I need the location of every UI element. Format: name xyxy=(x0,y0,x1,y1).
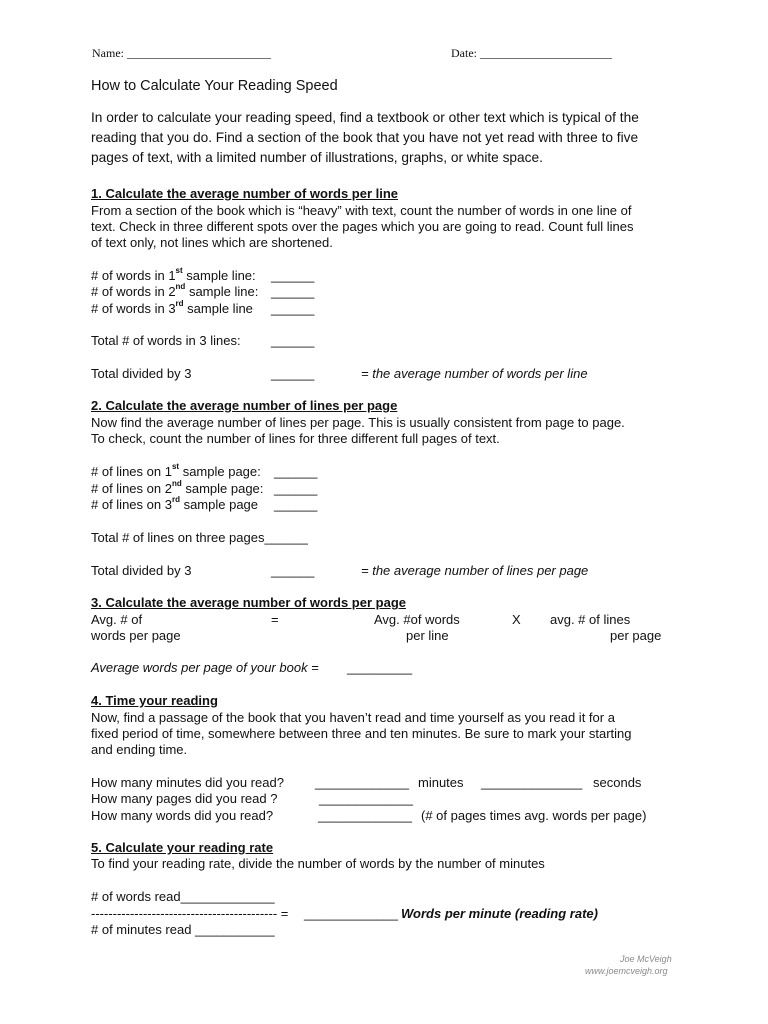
minutes-blank[interactable]: _____________ xyxy=(315,775,409,790)
intro-line-3: pages of text, with a limited number of illustrations, graphs, or white space. xyxy=(91,150,543,165)
sample-line-2-blank[interactable]: ______ xyxy=(271,284,315,299)
minutes-read-field[interactable]: # of minutes read ___________ xyxy=(91,922,275,937)
sample-page-2-label: # of lines on 2nd sample page: xyxy=(91,479,264,496)
section1-body-1: From a section of the book which is “heavy” with text, count the number of words in one line of xyxy=(91,203,632,218)
avg-words-per-line-label-1: Avg. #of words xyxy=(374,612,460,627)
intro-line-1: In order to calculate your reading speed, find a textbook or other text which is typical of the xyxy=(91,110,639,125)
section4-body-2: fixed period of time, somewhere between three and ten minutes. Be sure to mark your starting xyxy=(91,726,632,741)
intro-line-2: reading that you do. Find a section of the book that you have not yet read with three to five xyxy=(91,130,639,145)
sample-line-1-blank[interactable]: ______ xyxy=(271,268,315,283)
section2-body-2: To check, count the number of lines for three different full pages of text. xyxy=(91,431,500,446)
pages-question: How many pages did you read ? xyxy=(91,791,278,806)
sample-line-3-label: # of words in 3rd sample line xyxy=(91,299,253,316)
words-divided-label: Total divided by 3 xyxy=(91,366,192,381)
avg-lines-label-1: avg. # of lines xyxy=(550,612,631,627)
sample-page-1-blank[interactable]: ______ xyxy=(274,464,318,479)
section2-body-1: Now find the average number of lines per page. This is usually consistent from page to page. xyxy=(91,415,625,430)
rate-label: Words per minute (reading rate) xyxy=(401,906,598,921)
section4-body-3: and ending time. xyxy=(91,742,188,757)
rate-blank[interactable]: _____________ xyxy=(304,906,398,921)
section4-body-1: Now, find a passage of the book that you haven’t read and time yourself as you read it for a xyxy=(91,710,615,725)
minutes-question: How many minutes did you read? xyxy=(91,775,284,790)
lines-divided-blank[interactable]: ______ xyxy=(271,563,315,578)
section1-heading: 1. Calculate the average number of words per line xyxy=(91,186,399,201)
seconds-label: seconds xyxy=(593,775,642,790)
lines-divided-label: Total divided by 3 xyxy=(91,563,192,578)
sample-line-3-blank[interactable]: ______ xyxy=(271,301,315,316)
lines-total-label[interactable]: Total # of lines on three pages______ xyxy=(91,530,308,545)
times-sign: X xyxy=(512,612,521,627)
section4-heading: 4. Time your reading xyxy=(91,693,218,708)
sample-page-3-blank[interactable]: ______ xyxy=(274,497,318,512)
section3-heading: 3. Calculate the average number of words per page xyxy=(91,595,406,610)
words-question: How many words did you read? xyxy=(91,808,274,823)
lines-per-page-result: = the average number of lines per page xyxy=(361,563,589,578)
words-divided-blank[interactable]: ______ xyxy=(271,366,315,381)
sample-line-2-label: # of words in 2nd sample line: xyxy=(91,282,259,299)
section1-body-3: of text only, not lines which are shortened. xyxy=(91,235,333,250)
fraction-divider: ------------------------------------------- = xyxy=(91,906,289,921)
words-per-line-result: = the average number of words per line xyxy=(361,366,588,381)
avg-words-label-2: words per page xyxy=(91,628,181,643)
minutes-label: minutes xyxy=(418,775,464,790)
sample-page-3-label: # of lines on 3rd sample page xyxy=(91,495,259,512)
avg-lines-label-2: per page xyxy=(610,628,662,643)
sample-page-1-label: # of lines on 1st sample page: xyxy=(91,462,261,479)
name-field[interactable]: Name: ________________________ xyxy=(92,46,271,60)
author-website[interactable]: www.joemcveigh.org xyxy=(585,966,668,976)
equals-sign: = xyxy=(271,612,279,627)
avg-words-label-1: Avg. # of xyxy=(91,612,143,627)
words-total-label: Total # of words in 3 lines: xyxy=(91,333,241,348)
date-field[interactable]: Date: ______________________ xyxy=(451,46,612,60)
author-credit: Joe McVeigh xyxy=(620,954,672,964)
section1-body-2: text. Check in three different spots over the pages which you are going to read. Count full lines xyxy=(91,219,634,234)
avg-words-per-line-label-2: per line xyxy=(406,628,449,643)
book-avg-label: Average words per page of your book = xyxy=(91,660,319,675)
section2-heading: 2. Calculate the average number of lines per page xyxy=(91,398,398,413)
sample-line-1-label: # of words in 1st sample line: xyxy=(91,266,256,283)
words-blank[interactable]: _____________ xyxy=(318,808,412,823)
words-note: (# of pages times avg. words per page) xyxy=(421,808,647,823)
words-read-field[interactable]: # of words read_____________ xyxy=(91,889,275,904)
book-avg-blank[interactable]: _________ xyxy=(347,660,413,675)
seconds-blank[interactable]: ______________ xyxy=(481,775,583,790)
words-total-blank[interactable]: ______ xyxy=(271,333,315,348)
section5-heading: 5. Calculate your reading rate xyxy=(91,840,274,855)
pages-blank[interactable]: _____________ xyxy=(319,791,413,806)
section5-body: To find your reading rate, divide the number of words by the number of minutes xyxy=(91,856,545,871)
page-title: How to Calculate Your Reading Speed xyxy=(91,78,338,94)
sample-page-2-blank[interactable]: ______ xyxy=(274,481,318,496)
